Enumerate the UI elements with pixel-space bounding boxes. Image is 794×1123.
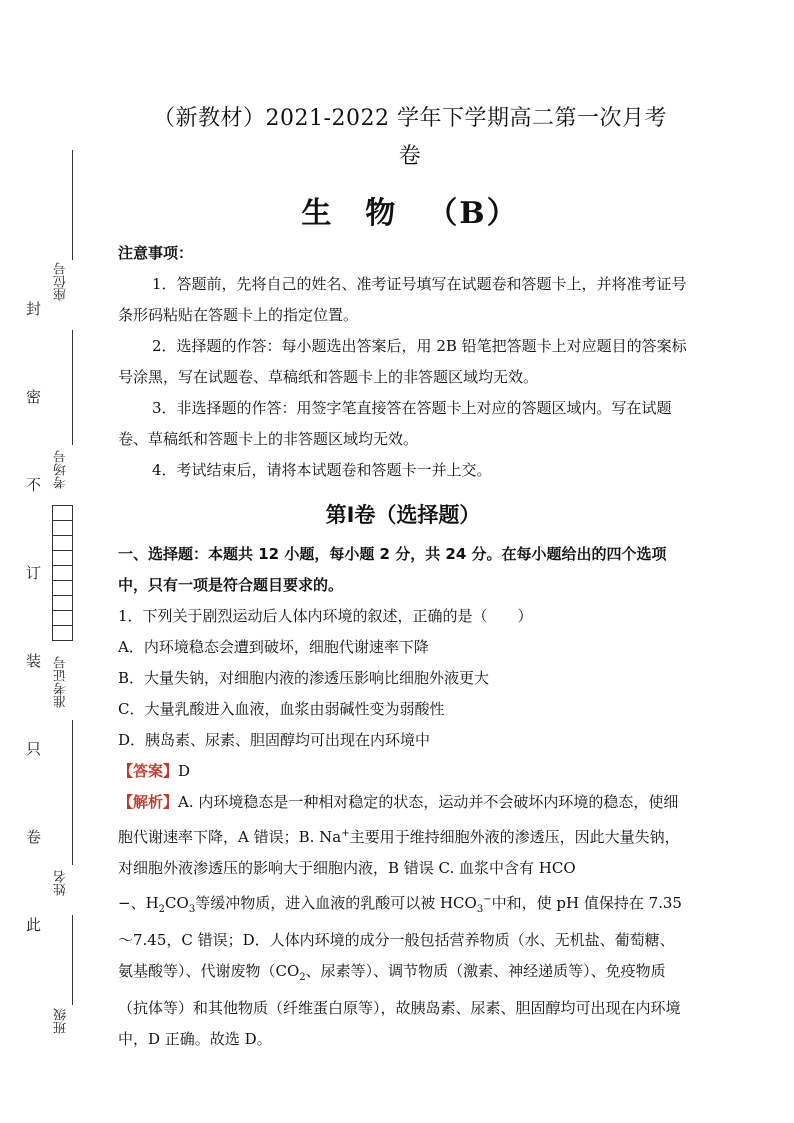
- analysis-label: 【解析】: [118, 793, 179, 811]
- analysis-sub: 3: [476, 904, 484, 915]
- analysis-text: 主要用于维持细胞外液的渗透压，因此大量失钠，对细胞外液渗透压的影响大于细胞内液，B 错误 C. 血浆中含有 HCO: [118, 828, 680, 877]
- analysis-text: A. 内环境稳态是一种相对稳定的状态，运动并不会破坏内环境的稳态，使细胞代谢速率下降，A 错误；B. Na: [118, 793, 679, 846]
- subject-version: （B）: [427, 196, 519, 231]
- option-d: D．胰岛素、尿素、胆固醇均可出现在内环境中: [118, 731, 431, 749]
- notice-title: 注意事项：: [118, 244, 194, 262]
- analysis-text: CO: [165, 894, 189, 912]
- subject-heading: [110, 188, 710, 232]
- section-title: 第Ⅰ卷（选择题）: [325, 503, 481, 527]
- analysis-text: 等缓冲物质，进入血液的乳酸可以被 HCO: [195, 894, 477, 912]
- admission-number-label: 准考证号: [54, 656, 69, 708]
- analysis-text: 中和，使 pH 值保持在 7.35～7.45，C 错误；D．人体内环境的成分一般包括营养物质（水、无机盐、葡萄糖、氨基酸等）、代谢废物（CO: [118, 894, 682, 980]
- option-c: C．大量乳酸进入血液，血浆由弱碱性变为弱酸性: [118, 700, 445, 718]
- analysis-sub: 2: [158, 904, 166, 915]
- seal-char: 此: [26, 916, 42, 934]
- option-b: B．大量失钠，对细胞内液的渗透压影响比细胞外液更大: [118, 669, 490, 687]
- section-instruction: 一、选择题：本题共 12 小题，每小题 2 分，共 24 分。在每小题给出的四个选项中，只有一项是符合题目要求的。: [118, 545, 667, 594]
- seat-number-line: [72, 150, 73, 260]
- option-a: A．内环境稳态会遭到破坏，细胞代谢速率下降: [118, 638, 429, 656]
- answer-line: [118, 756, 688, 787]
- seal-char: 密: [26, 388, 42, 406]
- exam-title-line1: （新教材）2021-2022 学年下学期高二第一次月考: [153, 106, 667, 131]
- seal-char: 卷: [26, 828, 42, 846]
- name-label: 姓名: [54, 870, 69, 896]
- subject-name: 生 物: [301, 196, 398, 231]
- class-line: [72, 915, 73, 1005]
- analysis-sup: −: [483, 894, 492, 905]
- notice-item: 4．考试结束后，请将本试题卷和答题卡一并上交。: [152, 461, 492, 479]
- seal-char: 不: [26, 476, 42, 494]
- binding-margin: [0, 0, 100, 1123]
- analysis-sub: 2: [299, 972, 306, 983]
- exam-room-line: [72, 330, 73, 445]
- seal-char: 订: [26, 564, 42, 582]
- class-label: 班级: [54, 1008, 69, 1034]
- seal-char: 封: [26, 300, 42, 318]
- notice-item: 1．答题前，先将自己的姓名、准考证号填写在试题卷和答题卡上，并将准考证号条形码粘贴在答题卡上的指定位置。: [118, 275, 687, 324]
- analysis-block: [118, 787, 688, 1055]
- notice-item: 3．非选择题的作答：用签字笔直接答在答题卡上对应的答题区域内。写在试题卷、草稿纸和答题卡上的非答题区域均无效。: [118, 399, 672, 448]
- analysis-text: −、H: [118, 894, 159, 912]
- answer-value: D: [178, 762, 191, 780]
- exam-title: [110, 100, 710, 176]
- seal-char: 装: [26, 652, 42, 670]
- analysis-sup: +: [341, 828, 350, 839]
- exam-room-label: 考场号: [54, 450, 69, 489]
- question-stem: 1．下列关于剧烈运动后人体内环境的叙述，正确的是（ ）: [118, 607, 533, 625]
- exam-title-line2: 卷: [398, 144, 422, 169]
- analysis-sub: 3: [188, 904, 196, 915]
- name-line: [72, 720, 73, 865]
- seat-number-label: 座位号: [54, 262, 69, 301]
- seal-char: 只: [26, 740, 42, 758]
- notice-item: 2．选择题的作答：每小题选出答案后，用 2B 铅笔把答题卡上对应题目的答案标号涂黑，写在试题卷、草稿纸和答题卡上的非答题区域均无效。: [118, 337, 687, 386]
- analysis-text: 、尿素等）、调节物质（激素、神经递质等）、免疫物质（抗体等）和其他物质（纤维蛋白原等），故胰岛素、尿素、胆固醇均可出现在内环境中，D 正确。故选 D。: [118, 962, 681, 1048]
- exam-content: [118, 238, 688, 1055]
- answer-label: 【答案】: [118, 762, 179, 780]
